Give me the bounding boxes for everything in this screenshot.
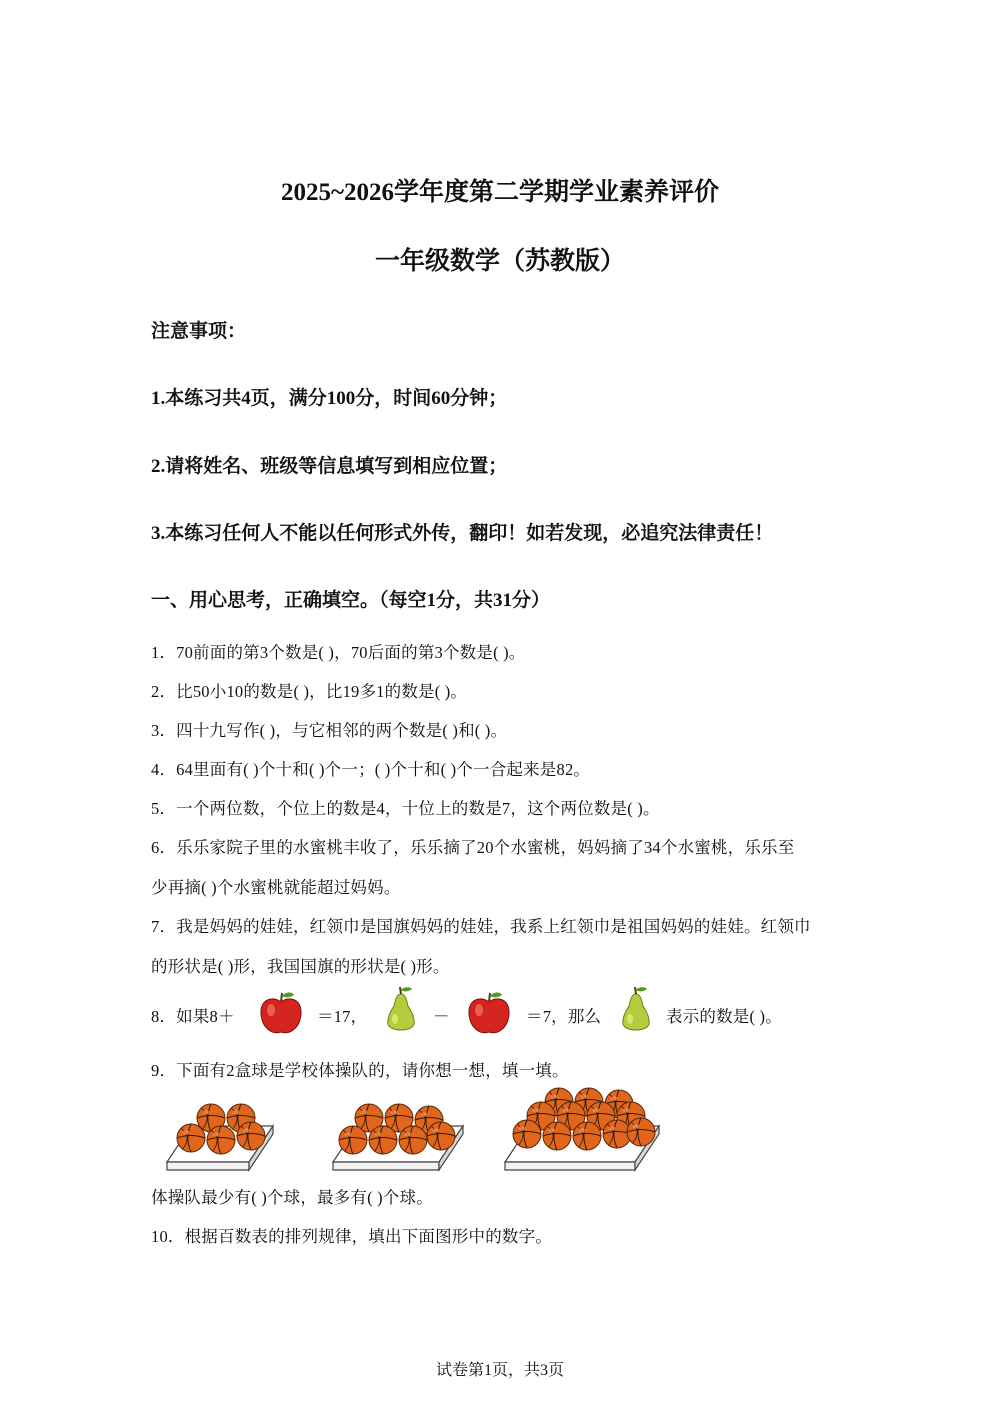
question-8-prefix: 8．如果8＋ [151, 1007, 235, 1026]
ball-box-1 [163, 1100, 275, 1172]
basketball-icon [627, 1118, 655, 1146]
question-7-line-1: 7．我是妈妈的娃娃，红领巾是国旗妈妈的娃娃，我系上红领巾是祖国妈妈的娃娃。红领巾 [151, 917, 811, 936]
question-6-line-2: 少再摘( )个水蜜桃就能超过妈妈。 [151, 878, 401, 897]
ball-box-3 [501, 1086, 661, 1172]
apple-icon [258, 990, 304, 1036]
pear-icon [384, 986, 418, 1034]
basketball-icon [339, 1126, 367, 1154]
basketball-icon [513, 1120, 541, 1148]
question-9-answer: 体操队最少有( )个球，最多有( )个球。 [151, 1188, 433, 1207]
note-item-2: 2.请将姓名、班级等信息填写到相应位置； [151, 456, 508, 477]
basketball-icon [177, 1124, 205, 1152]
basketball-icon [207, 1126, 235, 1154]
page-subtitle: 一年级数学（苏教版） [374, 248, 625, 275]
question-8-suffix: 表示的数是( )。 [666, 1007, 782, 1026]
question-10: 10．根据百数表的排列规律，填出下面图形中的数字。 [151, 1227, 552, 1246]
question-9: 9．下面有2盒球是学校体操队的，请你想一想，填一填。 [151, 1061, 569, 1080]
question-8-minus: － [433, 1007, 450, 1026]
question-1: 1．70前面的第3个数是( )，70后面的第3个数是( )。 [151, 643, 526, 662]
basketball-icon [427, 1122, 455, 1150]
question-2: 2．比50小10的数是( )，比19多1的数是( )。 [151, 682, 468, 701]
notes-heading: 注意事项： [151, 321, 247, 342]
page-title: 2025~2026学年度第二学期学业素养评价 [280, 179, 719, 206]
question-5: 5．一个两位数，个位上的数是4，十位上的数是7，这个两位数是( )。 [151, 799, 660, 818]
ball-box-2 [329, 1100, 465, 1172]
question-7-line-2: 的形状是( )形，我国国旗的形状是( )形。 [151, 957, 450, 976]
basketball-icon [573, 1122, 601, 1150]
question-6-line-1: 6．乐乐家院子里的水蜜桃丰收了，乐乐摘了20个水蜜桃，妈妈摘了34个水蜜桃，乐乐至 [151, 838, 795, 857]
note-item-3: 3.本练习任何人不能以任何形式外传，翻印！如若发现，必追究法律责任！ [151, 523, 774, 544]
basketball-icon [543, 1122, 571, 1150]
basketball-icon [237, 1122, 265, 1150]
question-8-equation-1: ＝17， [317, 1007, 368, 1026]
question-4: 4．64里面有( )个十和( )个一；( )个十和( )个一合起来是82。 [151, 760, 591, 779]
question-8-equation-2: ＝7，那么 [526, 1007, 602, 1026]
pear-icon [619, 986, 653, 1034]
question-3: 3．四十九写作( )，与它相邻的两个数是( )和( )。 [151, 721, 508, 740]
apple-icon [466, 990, 512, 1036]
basketball-icon [369, 1126, 397, 1154]
section-heading: 一、用心思考，正确填空。（每空1分，共31分） [151, 590, 551, 611]
note-item-1: 1.本练习共4页，满分100分，时间60分钟； [151, 388, 508, 409]
page-footer: 试卷第1页，共3页 [435, 1362, 564, 1379]
basketball-icon [399, 1126, 427, 1154]
